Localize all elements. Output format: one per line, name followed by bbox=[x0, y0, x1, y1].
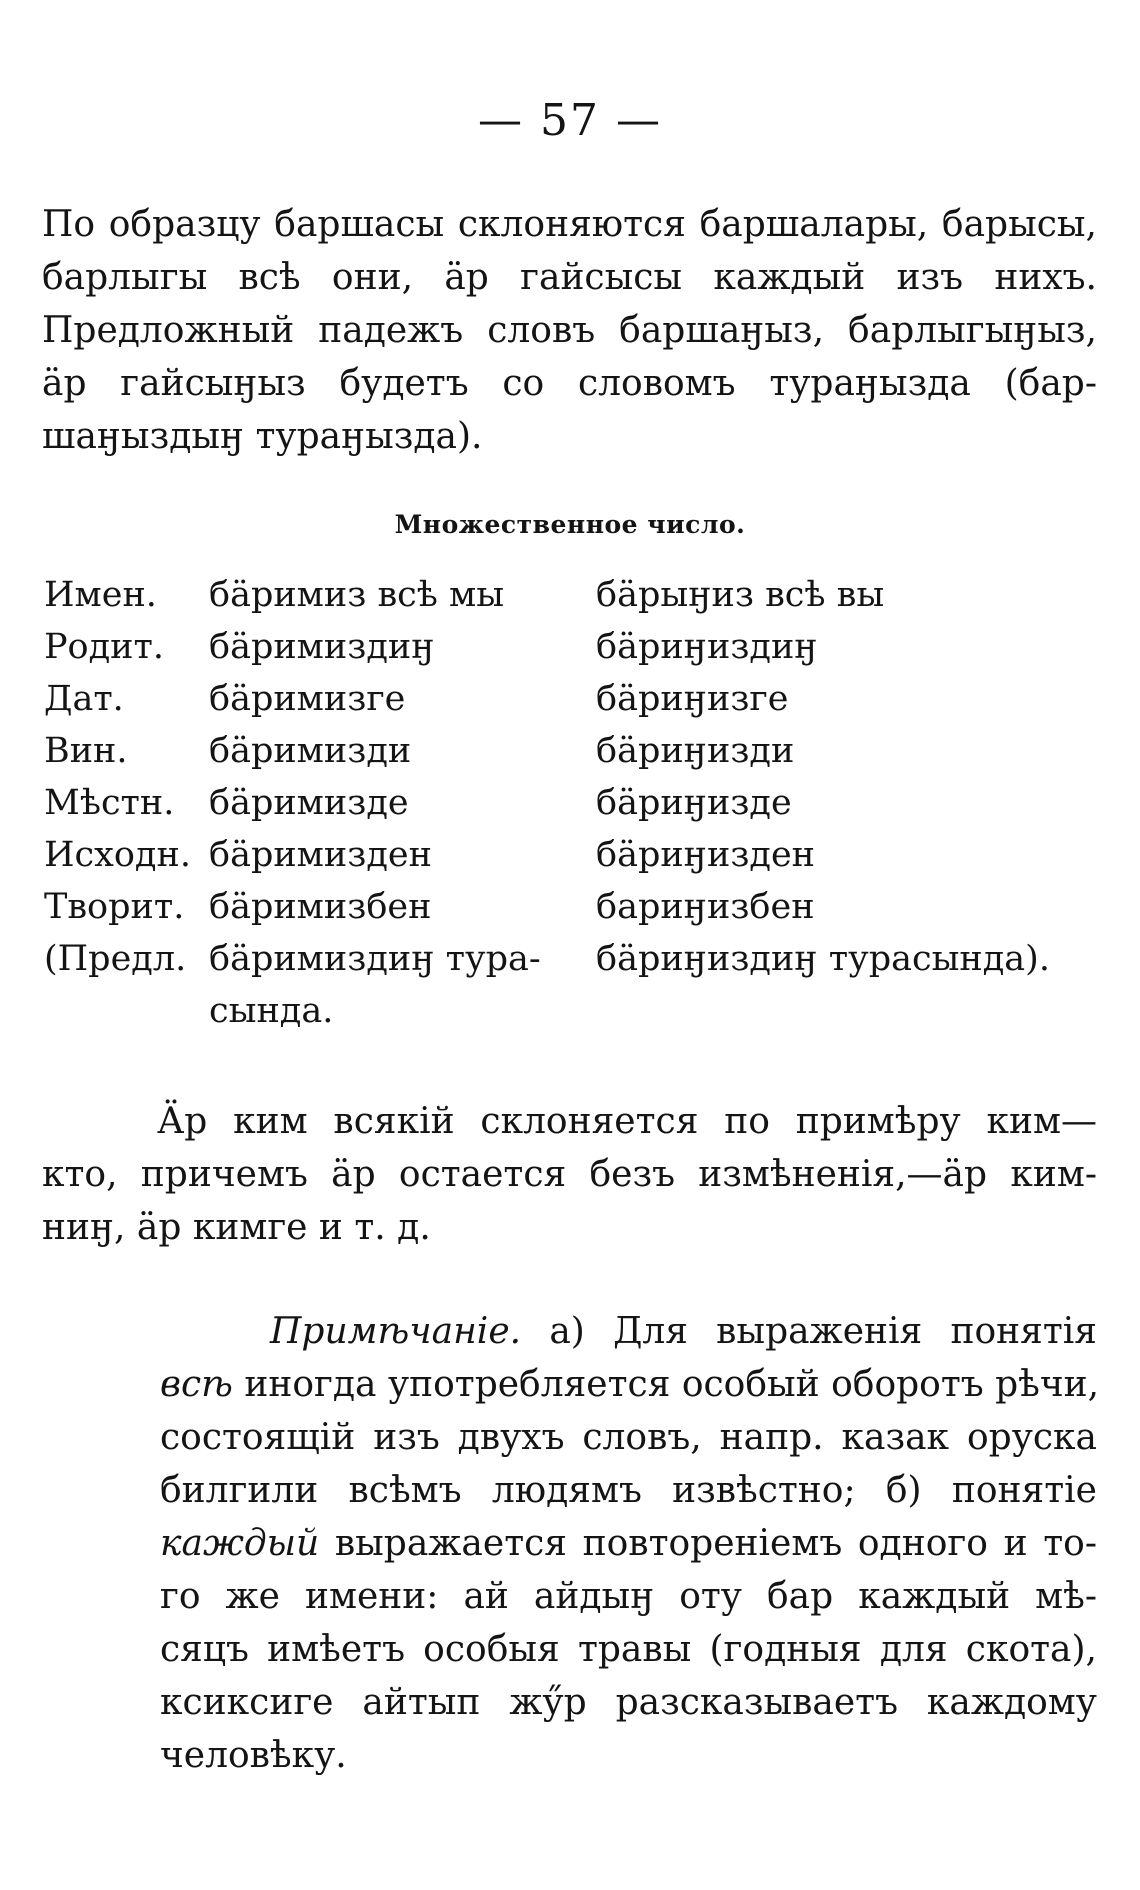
form-first-plural: бӓримиздиӈ тура- bbox=[209, 939, 541, 979]
form-second-plural: бӓриӈизди bbox=[596, 731, 795, 771]
form-first-plural: бӓримиз всѣ мы bbox=[209, 575, 505, 615]
note-paragraph bbox=[160, 1305, 1100, 1782]
declension-row bbox=[44, 835, 1104, 887]
form-first-plural: бӓримизге bbox=[209, 679, 406, 719]
paragraph-ar-kim bbox=[42, 1095, 1097, 1254]
text-line: состоящій изъ двухъ словъ, напр. казак оруска bbox=[160, 1417, 1097, 1458]
declension-continuation-row bbox=[44, 991, 1104, 1043]
form-first-plural: бӓримизбен bbox=[209, 887, 432, 927]
section-subheading: Множественное число. bbox=[394, 510, 746, 539]
text-line: го же имени: ай айдыӈ оту бар каждый мѣ- bbox=[160, 1576, 1097, 1617]
text-line: каждый выражается повтореніемъ одного и то- bbox=[160, 1523, 1097, 1564]
text-line: всѣ иногда употребляется особый оборотъ рѣчи, bbox=[160, 1364, 1100, 1405]
text-line: Предложный падежъ словъ баршаӈыз, барлыгыӈыз, bbox=[42, 310, 1097, 351]
case-label: Вин. bbox=[44, 731, 128, 771]
text-line: человѣку. bbox=[160, 1735, 347, 1776]
declension-row bbox=[44, 731, 1104, 783]
case-label: Исходн. bbox=[44, 835, 191, 875]
form-second-plural: бӓриӈизге bbox=[596, 679, 789, 719]
italic-term: каждый bbox=[160, 1523, 320, 1564]
text-line: сяцъ имѣетъ особыя травы (годныя для скота), bbox=[160, 1629, 1097, 1670]
case-label: Родит. bbox=[44, 627, 164, 667]
declension-row bbox=[44, 679, 1104, 731]
text-line: Ӓр ким всякій склоняется по примѣру ким— bbox=[157, 1101, 1097, 1142]
case-label: Дат. bbox=[44, 679, 124, 719]
page-number: — 57 — bbox=[478, 95, 662, 146]
form-second-plural: бариӈизбен bbox=[596, 887, 815, 927]
text-line: ӓр гайсыӈыз будетъ со словомъ тураӈызда (бар- bbox=[42, 363, 1097, 404]
text-line: По образцу баршасы склоняются баршалары, барысы, bbox=[42, 204, 1097, 245]
form-first-plural: бӓримизден bbox=[209, 835, 432, 875]
paragraph-declension-intro bbox=[42, 198, 1097, 463]
form-second-plural: бӓриӈизде bbox=[596, 783, 792, 823]
declension-row bbox=[44, 887, 1104, 939]
text-line: ниӈ, ӓр кимге и т. д. bbox=[42, 1207, 431, 1248]
form-second-plural: бӓриӈиздиӈ турасында). bbox=[596, 939, 1050, 979]
declension-table bbox=[44, 575, 1104, 1043]
declension-row bbox=[44, 939, 1104, 991]
text-line: билгили всѣмъ людямъ извѣстно; б) понятіе bbox=[160, 1470, 1097, 1511]
text-line: барлыгы всѣ они, ӓр гайсысы каждый изъ нихъ. bbox=[42, 257, 1097, 298]
case-label: (Предл. bbox=[44, 939, 187, 979]
declension-row bbox=[44, 575, 1104, 627]
case-label: Имен. bbox=[44, 575, 157, 615]
declension-row bbox=[44, 627, 1104, 679]
declension-row bbox=[44, 783, 1104, 835]
italic-term: всѣ bbox=[160, 1364, 233, 1405]
form-second-plural: бӓриӈиздиӈ bbox=[596, 627, 818, 667]
form-first-plural: бӓримизде bbox=[209, 783, 409, 823]
case-label: Творит. bbox=[44, 887, 185, 927]
text-line: ксиксиге айтып жӳр разсказываетъ каждому bbox=[160, 1682, 1097, 1723]
form-first-plural: бӓримиздиӈ bbox=[209, 627, 435, 667]
form-continuation: сында. bbox=[209, 991, 334, 1031]
form-second-plural: бӓрыӈиз всѣ вы bbox=[596, 575, 885, 615]
form-first-plural: бӓримизди bbox=[209, 731, 412, 771]
text-line: кто, причемъ ӓр остается безъ измѣненія,—ӓр ким- bbox=[42, 1154, 1097, 1195]
text-line: Примѣчаніе. а) Для выраженія понятія bbox=[270, 1311, 1097, 1352]
text-line: шаӈыздыӈ тураӈызда). bbox=[42, 416, 483, 457]
note-label: Примѣчаніе. bbox=[270, 1311, 522, 1352]
case-label: Мѣстн. bbox=[44, 783, 175, 823]
form-second-plural: бӓриӈизден bbox=[596, 835, 816, 875]
